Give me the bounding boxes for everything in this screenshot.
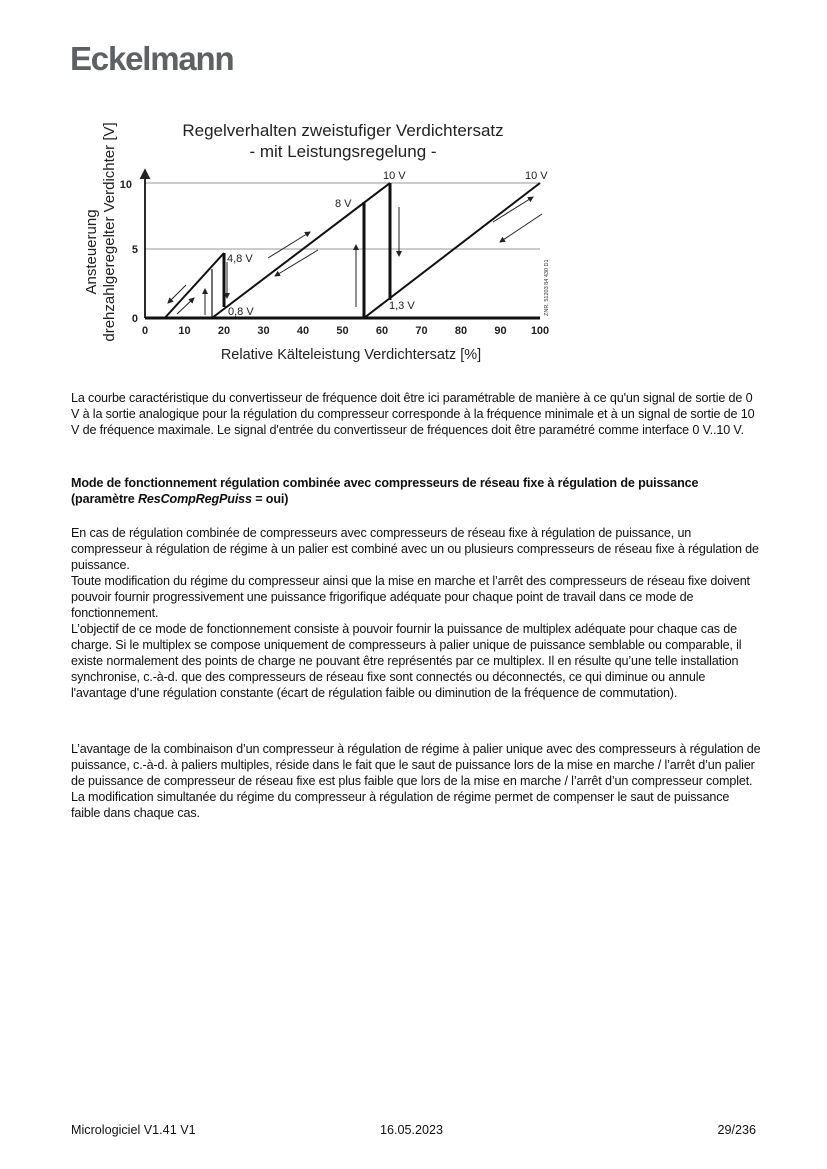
x-tick-30: 30 <box>257 325 270 337</box>
footer-date: 16.05.2023 <box>380 1123 444 1137</box>
y-axis-label-line2: drehzahlgeregelter Verdichter [V] <box>101 122 118 342</box>
paragraph-regime-modification: Toute modification du régime du compresseur ainsi que la mise en marche et l’arrêt des compresseurs de réseau fixe doivent pouvoir fournir progressivement une puissance frigorifique adéquate pour chaque point de travail dans ce mode de fonctionnement. <box>71 574 750 620</box>
paragraph-simultaneous-modification: La modification simultanée du régime du compresseur à régulation de régime permet de compenser le saut de puissance faible dans chaque cas. <box>71 790 730 820</box>
x-tick-10: 10 <box>178 325 191 337</box>
annotation-10v-stage2: 10 V <box>383 170 406 182</box>
chart-title: Regelverhalten zweistufiger Verdichtersatz <box>182 121 504 140</box>
section-heading <box>71 475 761 507</box>
x-tick-90: 90 <box>494 325 507 337</box>
x-tick-80: 80 <box>454 325 468 337</box>
control-behavior-chart <box>70 112 570 372</box>
annotation-10v-stage3: 10 V <box>525 170 548 182</box>
x-tick-50: 50 <box>336 325 349 337</box>
footer-page-number: 29/236 <box>717 1123 756 1137</box>
y-tick-5: 5 <box>131 244 138 256</box>
stage-1-ramp <box>165 253 224 318</box>
annotation-1-3v: 1,3 V <box>389 300 415 312</box>
section-body-block-1 <box>71 525 761 701</box>
heading-text-part1: Mode de fonctionnement régulation combinée avec compresseurs de réseau fixe à régulation de puissance (paramètre <box>71 476 699 506</box>
eckelmann-logo: Eckelmann <box>70 40 234 77</box>
annotation-4-8v: 4,8 V <box>227 253 253 265</box>
annotation-8v: 8 V <box>335 198 352 210</box>
x-tick-60: 60 <box>375 325 389 337</box>
x-tick-20: 20 <box>217 325 231 337</box>
x-tick-40: 40 <box>296 325 310 337</box>
chart-canvas <box>70 112 570 372</box>
drawing-number-label: ZNR. 51203 84 430 D1 <box>544 259 550 316</box>
y-axis-label-line1: Ansteuerung <box>83 209 100 295</box>
paragraph-objective: L’objectif de ce mode de fonctionnement consiste à pouvoir fournir la puissance de multiplex adéquate pour chaque cas de charge. Si le multiplex se compose uniquement de compresseurs à palier unique de puissance semblable ou comparable, il existe normalement des points de charge ne pouvant être représentés par ce multiplex. Il en résulte qu’une telle installation synchronise, c.-à-d. que des compresseurs de réseau fixe sont connectés ou déconnectés, ce qui diminue ou annule l'avantage d'une régulation constante (écart de régulation faible ou diminution de la fréquence de commutation). <box>71 622 742 700</box>
section-body-block-2 <box>71 741 761 821</box>
chart-subtitle: - mit Leistungsregelung - <box>249 142 437 161</box>
heading-text-part2: = oui) <box>251 492 289 506</box>
x-axis-label: Relative Kälteleistung Verdichtersatz [%] <box>220 347 482 363</box>
y-tick-10: 10 <box>119 179 132 191</box>
intro-paragraph-block <box>71 390 761 438</box>
paragraph-frequency-converter: La courbe caractéristique du convertisseur de fréquence doit être ici paramétrable de manière à ce qu'un signal de sortie de 0 V à la sortie analogique pour la régulation du compresseur corresponde à la fréquence minimale et à un signal de sortie de 10 V de fréquence maximale. Le signal d'entrée du convertisseur de fréquences doit être paramétré comme interface 0 V..10 V. <box>71 391 755 437</box>
x-tick-100: 100 <box>530 325 550 337</box>
x-tick-70: 70 <box>415 325 428 337</box>
heading-parameter-name: ResCompRegPuiss <box>137 492 252 506</box>
y-tick-0: 0 <box>131 313 138 325</box>
paragraph-advantage: L’avantage de la combinaison d’un compresseur à régulation de régime à palier unique avec des compresseurs à régulation de puissance, c.-à-d. à paliers multiples, réside dans le fait que le saut de puissance lors de la mise en marche / l’arrêt d’un palier de puissance de compresseur de réseau fixe est plus faible que lors de la mise en marche / l’arrêt d’un compresseur complet. <box>71 742 761 788</box>
x-tick-0: 0 <box>141 325 149 337</box>
footer-software-version: Micrologiciel V1.41 V1 <box>71 1123 196 1137</box>
annotation-0-8v: 0,8 V <box>228 306 254 318</box>
paragraph-combined-regulation: En cas de régulation combinée de compresseurs avec compresseurs de réseau fixe à régulation de puissance, un compresseur à régulation de régime à un palier est combiné avec un ou plusieurs compresseurs de réseau fixe à régulation de puissance. <box>71 526 759 572</box>
